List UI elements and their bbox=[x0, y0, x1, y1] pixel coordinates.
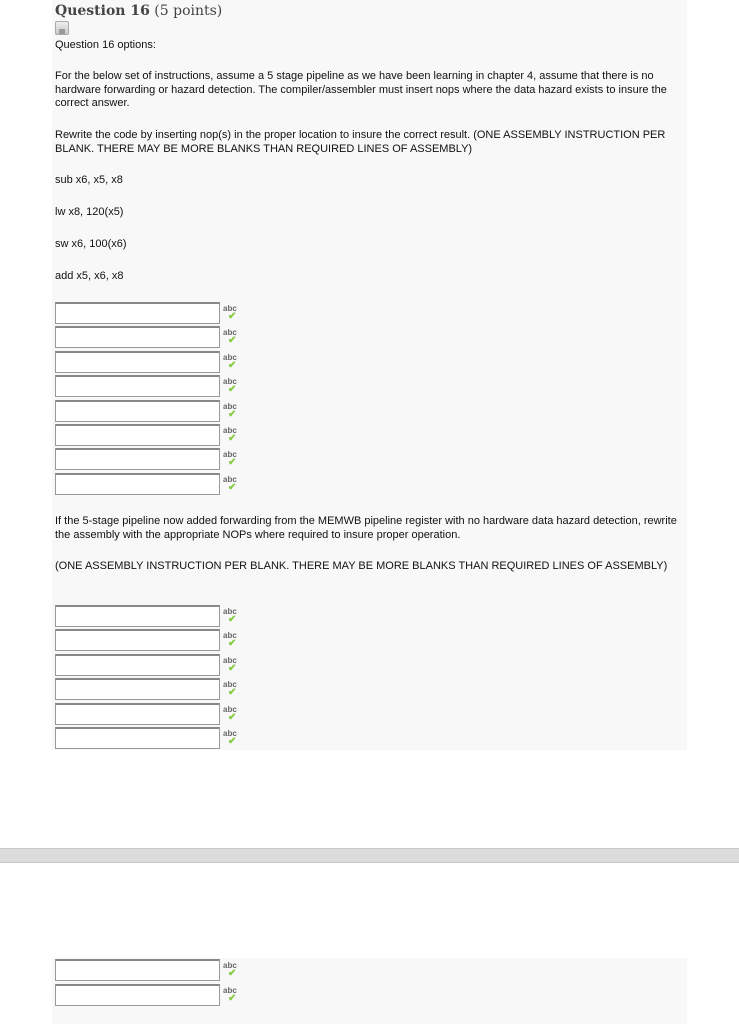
answer-input[interactable] bbox=[55, 678, 220, 700]
spellcheck-icon[interactable]: abc ✔ bbox=[223, 680, 241, 698]
answer-input[interactable] bbox=[55, 629, 220, 651]
answer-input[interactable] bbox=[55, 351, 220, 373]
answer-input[interactable] bbox=[55, 605, 220, 627]
spellcheck-icon[interactable]: abc ✔ bbox=[223, 656, 241, 674]
code-line: sw x6, 100(x6) bbox=[55, 238, 127, 250]
part2-instruction: (ONE ASSEMBLY INSTRUCTION PER BLANK. THERE MAY BE MORE BLANKS THAN REQUIRED LINES OF ASSEMBLY) bbox=[55, 560, 668, 572]
code-line: add x5, x6, x8 bbox=[55, 270, 124, 282]
answer-input[interactable] bbox=[55, 959, 220, 981]
spellcheck-icon[interactable]: abc ✔ bbox=[223, 705, 241, 723]
spellcheck-icon[interactable]: abc ✔ bbox=[223, 402, 241, 420]
answer-input[interactable] bbox=[55, 424, 220, 446]
answer-input[interactable] bbox=[55, 473, 220, 495]
answer-input[interactable] bbox=[55, 302, 220, 324]
answer-input[interactable] bbox=[55, 703, 220, 725]
code-line: lw x8, 120(x5) bbox=[55, 206, 124, 218]
question-title bbox=[55, 3, 222, 19]
spellcheck-icon[interactable]: abc ✔ bbox=[223, 450, 241, 468]
answer-input[interactable] bbox=[55, 727, 220, 749]
answer-input[interactable] bbox=[55, 984, 220, 1006]
spellcheck-icon[interactable]: abc ✔ bbox=[223, 426, 241, 444]
answer-input[interactable] bbox=[55, 654, 220, 676]
save-icon[interactable] bbox=[55, 21, 69, 35]
question-number: Question 16 bbox=[55, 3, 150, 19]
answer-input[interactable] bbox=[55, 326, 220, 348]
spellcheck-icon[interactable]: abc ✔ bbox=[223, 377, 241, 395]
page-divider bbox=[0, 848, 739, 863]
spellcheck-icon[interactable]: abc ✔ bbox=[223, 607, 241, 625]
spellcheck-icon[interactable]: abc ✔ bbox=[223, 304, 241, 322]
spellcheck-icon[interactable]: abc ✔ bbox=[223, 475, 241, 493]
spellcheck-icon[interactable]: abc ✔ bbox=[223, 961, 241, 979]
part1-instruction: Rewrite the code by inserting nop(s) in the proper location to insure the correct result. (ONE ASSEMBLY INSTRUCTION PER BLANK. THERE MAY BE MORE BLANKS THAN REQUIRED LINES OF ASSEMBLY) bbox=[55, 129, 666, 155]
spellcheck-icon[interactable]: abc ✔ bbox=[223, 986, 241, 1004]
options-label: Question 16 options: bbox=[55, 39, 156, 51]
answer-input[interactable] bbox=[55, 375, 220, 397]
spellcheck-icon[interactable]: abc ✔ bbox=[223, 631, 241, 649]
part1-intro: For the below set of instructions, assume a 5 stage pipeline as we have been learning in chapter 4, assume that there is no hardware forwarding or hazard detection. The compiler/assembler must insert nops where the data hazard exists to insure the correct answer. bbox=[55, 70, 667, 109]
spellcheck-icon[interactable]: abc ✔ bbox=[223, 328, 241, 346]
spellcheck-icon[interactable]: abc ✔ bbox=[223, 353, 241, 371]
part2-intro: If the 5-stage pipeline now added forwarding from the MEMWB pipeline register with no hardware data hazard detection, rewrite the assembly with the appropriate NOPs where required to insure proper operation. bbox=[55, 515, 677, 541]
spellcheck-icon[interactable]: abc ✔ bbox=[223, 729, 241, 747]
answer-input[interactable] bbox=[55, 448, 220, 470]
answer-input[interactable] bbox=[55, 400, 220, 422]
code-line: sub x6, x5, x8 bbox=[55, 174, 123, 186]
question-points: (5 points) bbox=[154, 3, 223, 19]
